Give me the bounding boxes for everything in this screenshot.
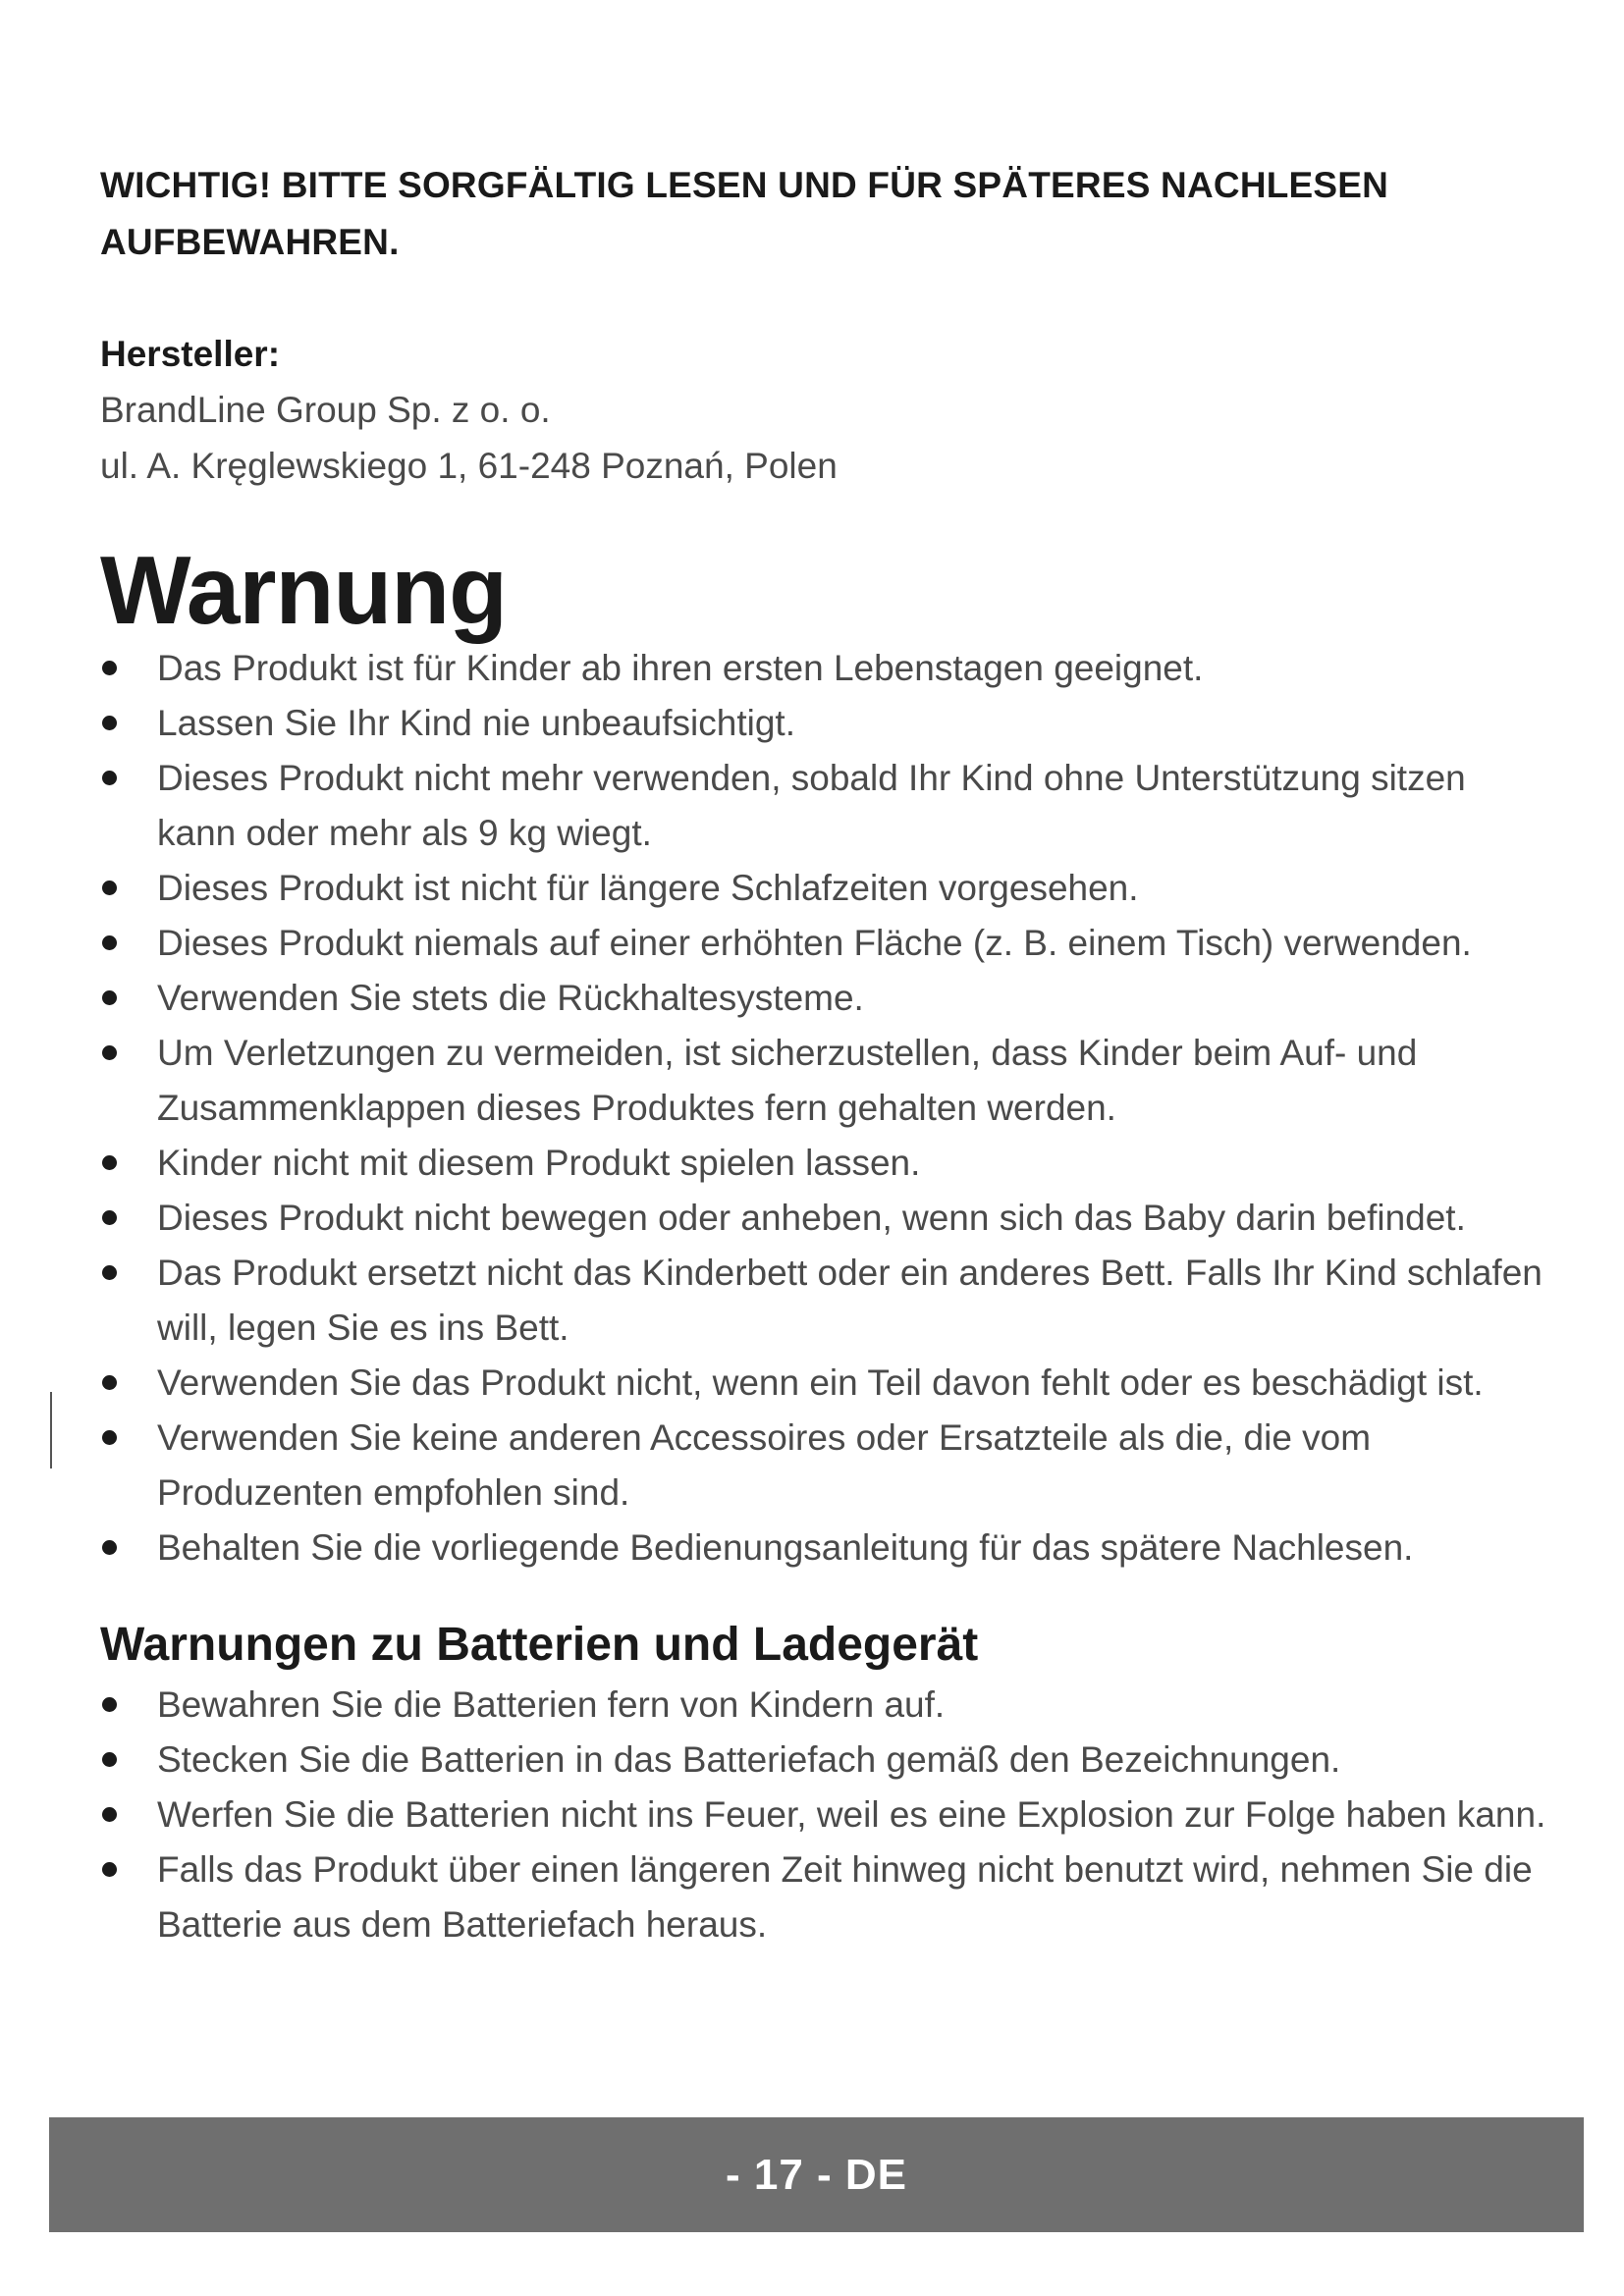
- bullet-icon: [102, 771, 117, 785]
- bullet-icon: [102, 1862, 117, 1877]
- page-number: - 17 - DE: [725, 2150, 908, 2199]
- bullet-icon: [102, 1045, 117, 1060]
- list-item: Lassen Sie Ihr Kind nie unbeaufsichtigt.: [100, 696, 1553, 751]
- important-notice: WICHTIG! BITTE SORGFÄLTIG LESEN UND FÜR SPÄTERES NACHLESEN AUFBEWAHREN.: [100, 165, 1389, 262]
- list-item: Kinder nicht mit diesem Produkt spielen lassen.: [100, 1136, 1553, 1191]
- bullet-icon: [102, 1752, 117, 1767]
- bullet-icon: [102, 716, 117, 730]
- list-item: Stecken Sie die Batterien in das Batteriefach gemäß den Bezeichnungen.: [100, 1733, 1553, 1788]
- bullet-icon: [102, 661, 117, 675]
- page-content: [100, 157, 1553, 1952]
- manufacturer-title: Hersteller:: [100, 334, 281, 374]
- manufacturer-name: BrandLine Group Sp. z o. o.: [100, 390, 551, 430]
- manufacturer-block: [100, 327, 1553, 494]
- list-item: Das Produkt ersetzt nicht das Kinderbett oder ein anderes Bett. Falls Ihr Kind schlafen will, legen Sie es ins Bett.: [100, 1246, 1553, 1356]
- list-item: Dieses Produkt nicht bewegen oder anheben, wenn sich das Baby darin befindet.: [100, 1191, 1553, 1246]
- bullet-icon: [102, 1540, 117, 1555]
- bullet-icon: [102, 1375, 117, 1390]
- bullet-icon: [102, 990, 117, 1005]
- bullet-icon: [102, 881, 117, 895]
- warnings-title: Warnung: [100, 536, 507, 644]
- bullet-icon: [102, 1807, 117, 1822]
- list-item: Dieses Produkt niemals auf einer erhöhten Fläche (z. B. einem Tisch) verwenden.: [100, 916, 1553, 971]
- bullet-icon: [102, 1210, 117, 1225]
- list-item: Bewahren Sie die Batterien fern von Kindern auf.: [100, 1678, 1553, 1733]
- manufacturer-address: ul. A. Kręglewskiego 1, 61-248 Poznań, Polen: [100, 446, 838, 486]
- list-item: Dieses Produkt ist nicht für längere Schlafzeiten vorgesehen.: [100, 861, 1553, 916]
- revision-margin-mark: [50, 1392, 52, 1468]
- list-item: Dieses Produkt nicht mehr verwenden, sobald Ihr Kind ohne Unterstützung sitzen kann oder mehr als 9 kg wiegt.: [100, 751, 1553, 861]
- list-item: Werfen Sie die Batterien nicht ins Feuer, weil es eine Explosion zur Folge haben kann.: [100, 1788, 1553, 1842]
- bullet-icon: [102, 1265, 117, 1280]
- battery-warnings-list: [100, 1678, 1553, 1952]
- list-item: Das Produkt ist für Kinder ab ihren ersten Lebenstagen geeignet.: [100, 641, 1553, 696]
- bullet-icon: [102, 1430, 117, 1445]
- list-item: Verwenden Sie keine anderen Accessoires oder Ersatzteile als die, die vom Produzenten empfohlen sind.: [100, 1411, 1553, 1521]
- warnings-list: [100, 641, 1553, 1575]
- footer-bar: [49, 2117, 1584, 2232]
- bullet-icon: [102, 935, 117, 950]
- list-item: Verwenden Sie stets die Rückhaltesysteme.: [100, 971, 1553, 1026]
- bullet-icon: [102, 1155, 117, 1170]
- list-item: Um Verletzungen zu vermeiden, ist sicherzustellen, dass Kinder beim Auf- und Zusammenklappen dieses Produktes fern gehalten werden.: [100, 1026, 1553, 1136]
- list-item: Behalten Sie die vorliegende Bedienungsanleitung für das spätere Nachlesen.: [100, 1521, 1553, 1575]
- bullet-icon: [102, 1697, 117, 1712]
- list-item: Verwenden Sie das Produkt nicht, wenn ein Teil davon fehlt oder es beschädigt ist.: [100, 1356, 1553, 1411]
- list-item: Falls das Produkt über einen längeren Zeit hinweg nicht benutzt wird, nehmen Sie die Batterie aus dem Batteriefach heraus.: [100, 1842, 1553, 1952]
- battery-warnings-title: Warnungen zu Batterien und Ladegerät: [100, 1619, 979, 1671]
